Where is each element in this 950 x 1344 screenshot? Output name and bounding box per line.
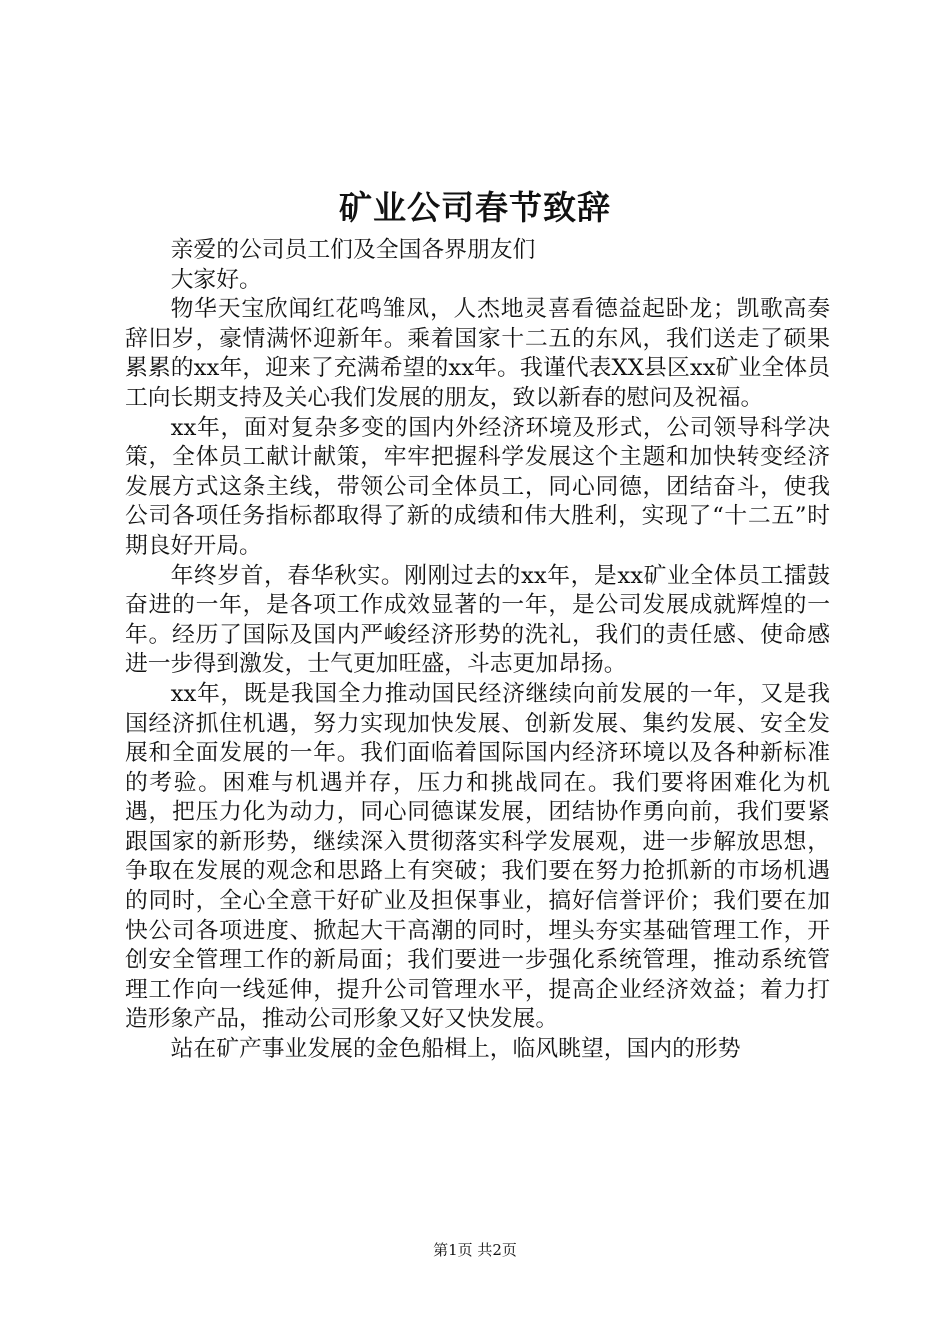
paragraph-4: xx年，既是我国全力推动国民经济继续向前发展的一年，又是我国经济抓住机遇，努力实现加快发展、创新发展、集约发展、安全发展和全面发展的一年。我们面临着国际国内经济环境以及各种新标准的考验。困难与机遇并存，压力和挑战同在。我们要将困难化为机遇，把压力化为动力，同心同德谋发展，团结协作勇向前，我们要紧跟国家的新形势，继续深入贯彻落实科学发展观，进一步解放思想，争取在发展的观念和思路上有突破；我们要在努力抢抓新的市场机遇的同时，全心全意干好矿业及担保事业，搞好信誉评价；我们要在加快公司各项进度、掀起大干高潮的同时，埋头夯实基础管理工作，开创安全管理工作的新局面；我们要进一步强化系统管理，推动系统管理工作向一线延伸，提升公司管理水平，提高企业经济效益；着力打造形象产品，推动公司形象又好又快发展。 — [125, 680, 830, 1033]
paragraph-2: xx年，面对复杂多变的国内外经济环境及形式，公司领导科学决策，全体员工献计献策，牢牢把握科学发展这个主题和加快转变经济发展方式这条主线，带领公司全体员工，同心同德，团结奋斗，使我公司各项任务指标都取得了新的成绩和伟大胜利，实现了“十二五”时期良好开局。 — [125, 414, 830, 559]
document-title: 矿业公司春节致辞 — [339, 188, 611, 227]
greeting: 大家好。 — [170, 266, 262, 293]
paragraph-5: 站在矿产事业发展的金色船楫上，临风眺望，国内的形势 — [170, 1036, 741, 1063]
salutation: 亲爱的公司员工们及全国各界朋友们 — [170, 237, 536, 263]
paragraph-1: 物华天宝欣闻红花鸣雏凤，人杰地灵喜看德益起卧龙；凯歌高奏辞旧岁，豪情满怀迎新年。乘着国家十二五的东风，我们送走了硕果累累的xx年，迎来了充满希望的xx年。我谨代表XX县区xx矿业全体员工向长期支持及关心我们发展的朋友，致以新春的慰问及祝福。 — [125, 296, 830, 411]
paragraph-3: 年终岁首，春华秋实。刚刚过去的xx年，是xx矿业全体员工擂鼓奋进的一年，是各项工作成效显著的一年，是公司发展成就辉煌的一年。经历了国际及国内严峻经济形势的洗礼，我们的责任感、使命感进一步得到激发，士气更加旺盛，斗志更加昂扬。 — [125, 562, 830, 678]
page-footer: 第1页 共2页 — [433, 1241, 517, 1259]
document-body — [125, 236, 830, 1065]
